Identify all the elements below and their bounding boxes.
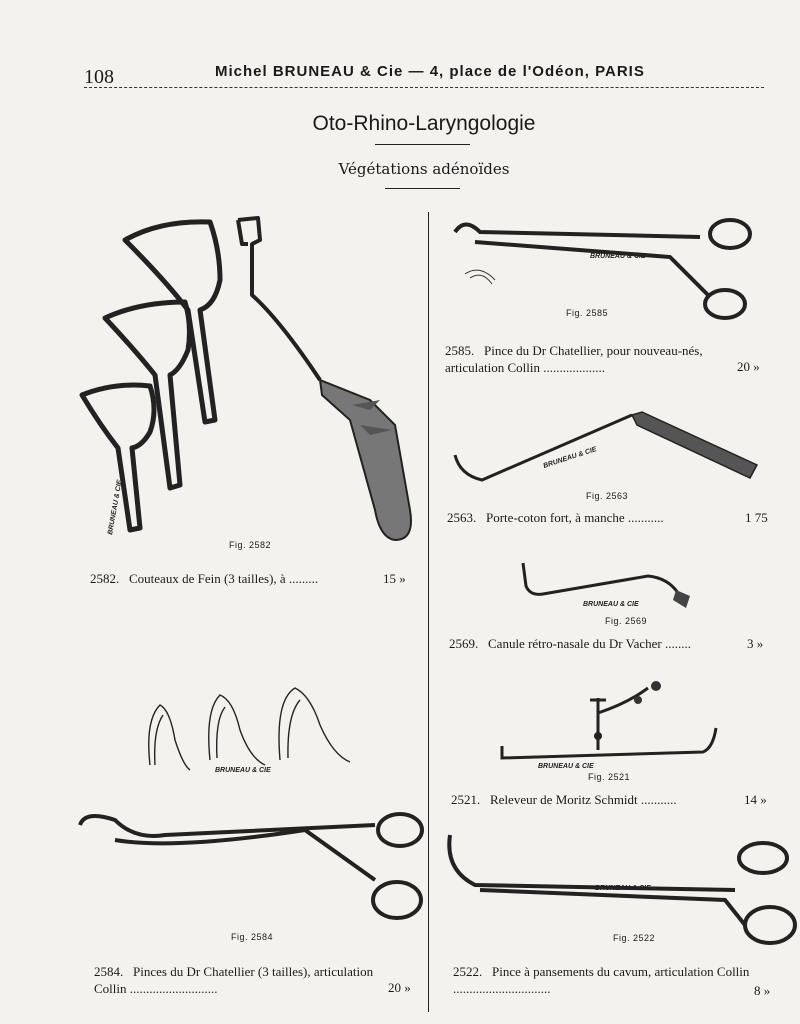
newborn-forceps-illustration: [450, 212, 760, 322]
item-description: Pince du Dr Chatellier, pour nouveau-nés, articulation Collin ...................: [445, 343, 703, 375]
catalog-item-2569: [449, 636, 691, 652]
catalog-item-2563: [447, 510, 664, 526]
fig-label: Fig. 2521: [588, 772, 631, 782]
catalog-item-2521: [451, 792, 677, 808]
item-number: 2584.: [94, 964, 124, 979]
item-price: 20 »: [737, 359, 760, 374]
header-rule: [84, 87, 764, 88]
chatellier-forceps-illustration: [75, 680, 435, 930]
item-description: Canule rétro-nasale du Dr Vacher ........: [488, 636, 691, 651]
fig-label: Fig. 2582: [229, 540, 272, 550]
item-number: 2569.: [449, 636, 479, 651]
brand-stamp: BRUNEAU & CIE: [107, 479, 124, 536]
catalog-item-2582: [90, 571, 318, 587]
catalog-item-2522: [453, 963, 753, 997]
fig-label: Fig. 2522: [613, 933, 656, 943]
item-description: Pinces du Dr Chatellier (3 tailles), articulation Collin ...........................: [94, 964, 374, 996]
fig-label: Fig. 2563: [586, 491, 629, 501]
item-number: 2585.: [445, 343, 475, 358]
brand-stamp: BRUNEAU & CIE: [590, 253, 646, 260]
brand-stamp: BRUNEAU & CIE: [583, 601, 639, 608]
item-description: Releveur de Moritz Schmidt ...........: [490, 792, 677, 807]
brand-stamp: BRUNEAU & CIE: [595, 885, 651, 892]
section-heading: Oto-Rhino-Laryngologie: [312, 112, 536, 135]
item-number: 2521.: [451, 792, 481, 807]
page-number: 108: [84, 66, 114, 88]
fein-knives-illustration: [70, 210, 430, 550]
catalog-item-2584: [94, 963, 394, 997]
item-price: 8 »: [754, 983, 771, 998]
subheading-rule: [385, 188, 460, 189]
brand-stamp: BRUNEAU & CIE: [215, 767, 271, 774]
moritz-schmidt-retractor-illustration: [498, 678, 723, 773]
item-description: Couteaux de Fein (3 tailles), à .........: [129, 571, 319, 586]
catalog-item-2585: [445, 342, 735, 376]
cavum-dressing-forceps-illustration: [445, 830, 800, 950]
item-price: 1 75: [745, 510, 768, 525]
cotton-holder-illustration: [452, 400, 762, 485]
running-header: Michel BRUNEAU & Cie — 4, place de l'Odéon, PARIS: [215, 63, 645, 80]
item-number: 2582.: [90, 571, 120, 586]
subsection-heading: Végétations adénoïdes: [338, 160, 510, 178]
heading-rule: [375, 144, 470, 145]
fig-label: Fig. 2569: [605, 616, 648, 626]
fig-label: Fig. 2584: [231, 932, 274, 942]
item-price: 3 »: [747, 636, 764, 651]
brand-stamp: BRUNEAU & CIE: [542, 446, 598, 470]
item-price: 14 »: [744, 792, 767, 807]
retronasal-cannula-illustration: [518, 558, 698, 618]
item-description: Porte-coton fort, à manche ...........: [486, 510, 664, 525]
item-description: Pince à pansements du cavum, articulation Collin ..............................: [453, 964, 750, 996]
item-price: 15 »: [383, 571, 406, 586]
item-number: 2522.: [453, 964, 483, 979]
fig-label: Fig. 2585: [566, 308, 609, 318]
item-number: 2563.: [447, 510, 477, 525]
item-price: 20 »: [388, 980, 411, 995]
brand-stamp: BRUNEAU & CIE: [538, 763, 594, 770]
